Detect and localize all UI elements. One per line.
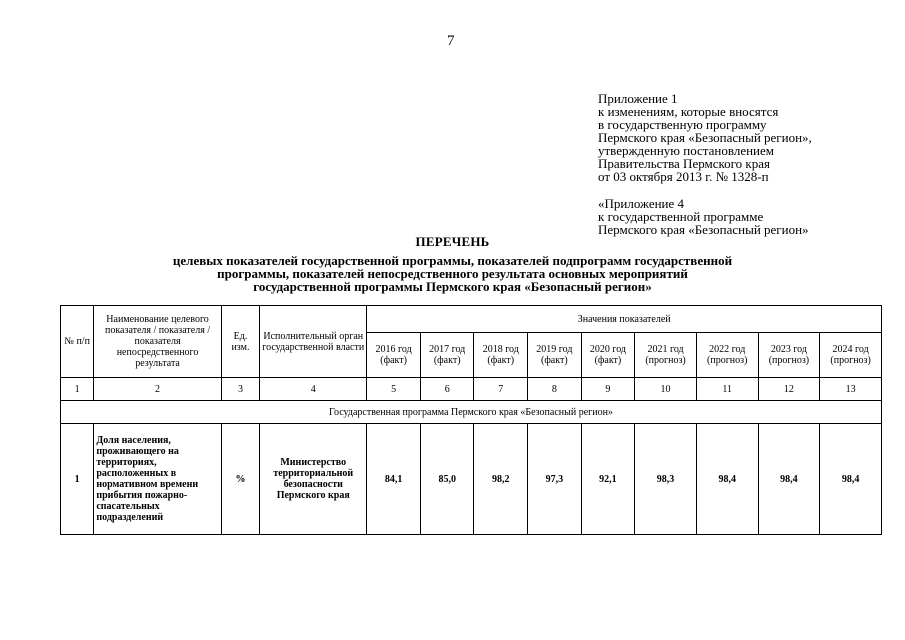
row-value: 98,4 [696, 424, 758, 535]
table-row [61, 424, 882, 535]
header-name: Наименование целевого показателя / показателя / показателя непосредственного результата [94, 306, 221, 378]
row-authority: Министерство территориальной безопасности Пермского края [260, 424, 367, 535]
row-value: 92,1 [581, 424, 635, 535]
row-value: 85,0 [420, 424, 474, 535]
document-title: ПЕРЕЧЕНЬ [415, 234, 490, 249]
column-number: 1 [61, 378, 94, 401]
column-number: 11 [696, 378, 758, 401]
appendix-1-line: от 03 октября 2013 г. № 1328-п [598, 169, 769, 184]
column-number: 6 [420, 378, 474, 401]
page-number: 7 [447, 33, 455, 49]
header-year: 2017 год (факт) [420, 333, 474, 378]
header-year: 2021 год (прогноз) [635, 333, 697, 378]
column-number: 12 [758, 378, 820, 401]
column-number: 4 [260, 378, 367, 401]
subtitle-line: государственной программы Пермского края «Безопасный регион» [253, 279, 652, 294]
row-unit: % [221, 424, 259, 535]
column-number: 3 [221, 378, 259, 401]
appendix-1-line: Приложение 1 [598, 91, 678, 106]
header-values-group: Значения показателей [367, 306, 882, 333]
appendix-4-line: Пермского края «Безопасный регион» [598, 222, 809, 237]
column-number: 10 [635, 378, 697, 401]
column-number: 13 [820, 378, 882, 401]
appendix-1-line: Пермского края «Безопасный регион», [598, 130, 812, 145]
program-row: Государственная программа Пермского края «Безопасный регион» [61, 401, 882, 424]
header-year: 2024 год (прогноз) [820, 333, 882, 378]
appendix-block [598, 92, 812, 236]
header-no: № п/п [61, 306, 94, 378]
column-number: 5 [367, 378, 421, 401]
header-year: 2018 год (факт) [474, 333, 528, 378]
document-subtitle [0, 254, 905, 293]
appendix-1-line: к изменениям, которые вносятся [598, 104, 779, 119]
header-unit: Ед. изм. [221, 306, 259, 378]
subtitle-line: программы, показателей непосредственного результата основных мероприятий [217, 266, 688, 281]
appendix-1-line: утвержденную постановлением [598, 143, 775, 158]
header-year: 2019 год (факт) [528, 333, 582, 378]
appendix-4-line: «Приложение 4 [598, 196, 685, 211]
column-number: 7 [474, 378, 528, 401]
row-value: 98,4 [758, 424, 820, 535]
row-value: 84,1 [367, 424, 421, 535]
header-year: 2016 год (факт) [367, 333, 421, 378]
indicators-table [60, 305, 882, 535]
column-number: 8 [528, 378, 582, 401]
row-value: 97,3 [528, 424, 582, 535]
column-number: 9 [581, 378, 635, 401]
row-value: 98,2 [474, 424, 528, 535]
header-year: 2023 год (прогноз) [758, 333, 820, 378]
appendix-1-line: в государственную программу [598, 117, 767, 132]
header-year: 2020 год (факт) [581, 333, 635, 378]
row-no: 1 [61, 424, 94, 535]
header-year: 2022 год (прогноз) [696, 333, 758, 378]
row-value: 98,3 [635, 424, 697, 535]
row-value: 98,4 [820, 424, 882, 535]
row-name: Доля населения, проживающего на территориях, расположенных в нормативном времени прибытия пожарно-спасательных подразделений [94, 424, 221, 535]
subtitle-line: целевых показателей государственной программы, показателей подпрограмм государственной [172, 253, 733, 268]
appendix-1-line: Правительства Пермского края [598, 156, 770, 171]
appendix-4-line: к государственной программе [598, 209, 764, 224]
column-number: 2 [94, 378, 221, 401]
header-authority: Исполнительный орган государственной власти [260, 306, 367, 378]
column-numbers-row [61, 378, 882, 401]
